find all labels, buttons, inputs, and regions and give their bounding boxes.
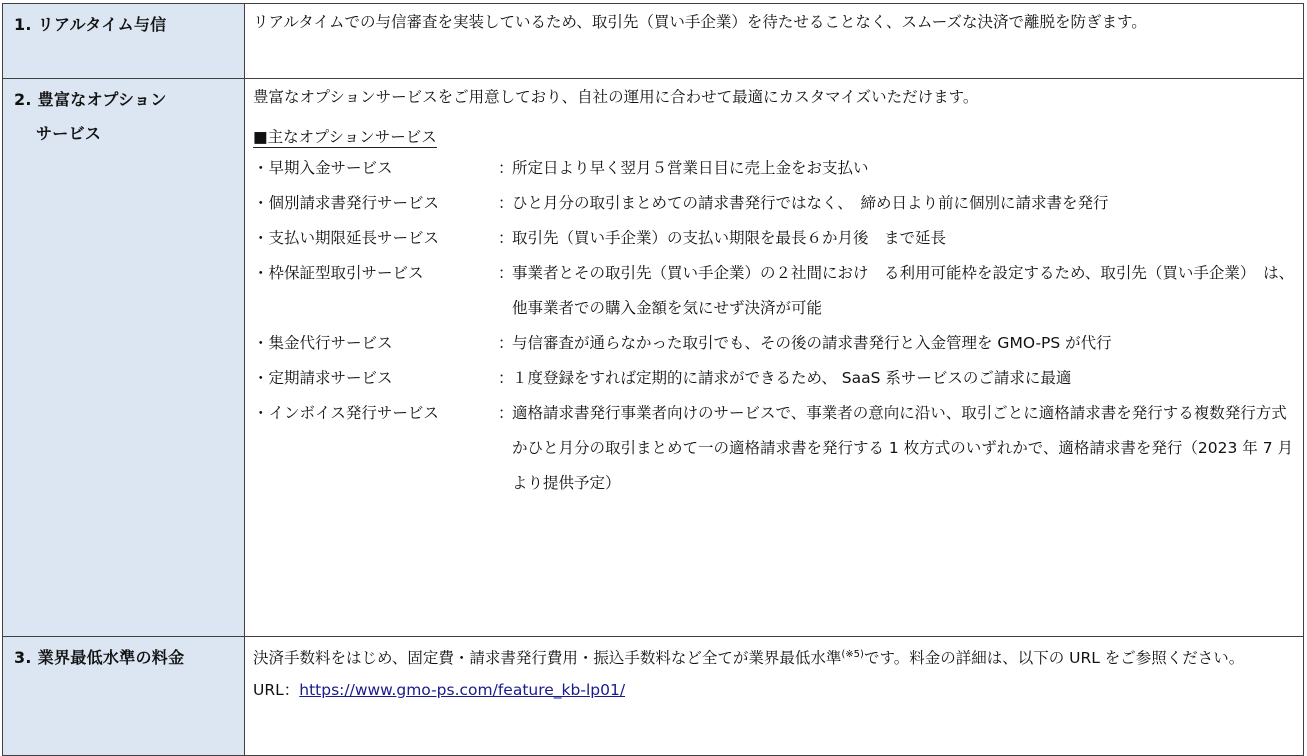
- option-name: ・早期入金サービス: [253, 159, 393, 177]
- option-colon: ：: [498, 194, 514, 212]
- option-name: ・定期請求サービス: [253, 369, 393, 387]
- options-list: [253, 151, 1297, 501]
- features-table: [2, 3, 1304, 756]
- option-colon: ：: [498, 334, 514, 352]
- row-body-realtime-credit: リアルタイムでの与信審査を実装しているため、取引先（買い手企業）を待たせることなく、スムーズな決済で離脱を防ぎます。: [245, 4, 1304, 79]
- pricing-url-link[interactable]: https://www.gmo-ps.com/feature_kb-lp01/: [299, 681, 626, 699]
- option-item: [253, 256, 1297, 326]
- option-description: 取引先（買い手企業）の支払い期限を最長６か月後 まで延長: [512, 229, 947, 247]
- options-intro: 豊富なオプションサービスをご用意しており、自社の運用に合わせて最適にカスタマイズいただけます。: [253, 88, 979, 106]
- option-item: [253, 151, 1297, 186]
- option-name: ・支払い期限延長サービス: [253, 229, 440, 247]
- row-header-pricing: 3. 業界最低水準の料金: [3, 637, 245, 756]
- option-name: ・インボイス発行サービス: [253, 404, 439, 422]
- table-row: [3, 79, 1304, 637]
- row-header-options: [3, 79, 245, 637]
- row-header-realtime-credit: 1. リアルタイム与信: [3, 4, 245, 79]
- row-header-options-line1: 2. 豊富なオプション: [14, 90, 167, 109]
- option-name: ・枠保証型取引サービス: [253, 264, 424, 282]
- row-header-options-line2: サービス: [36, 124, 102, 143]
- option-item: [253, 361, 1297, 396]
- option-item: [253, 396, 1297, 501]
- option-description: ひと月分の取引まとめての請求書発行ではなく、 締め日より前に個別に請求書を発行: [512, 194, 1109, 212]
- pricing-text: [253, 639, 1297, 674]
- option-name: ・個別請求書発行サービス: [253, 194, 440, 212]
- option-description: １度登録をすれば定期的に請求ができるため、 SaaS 系サービスのご請求に最適: [512, 369, 1072, 387]
- option-colon: ：: [498, 264, 514, 282]
- footnote-ref: (※5): [841, 649, 864, 660]
- url-line: [253, 674, 1297, 706]
- option-colon: ：: [498, 369, 514, 387]
- option-colon: ：: [498, 404, 514, 422]
- option-item: [253, 221, 1297, 256]
- pricing-text-before: 決済手数料をはじめ、固定費・請求書発行費用・振込手数料など全てが業界最低水準: [253, 649, 842, 667]
- option-item: [253, 326, 1297, 361]
- option-item: [253, 186, 1297, 221]
- table-row: [3, 4, 1304, 79]
- row-body-pricing: [245, 637, 1304, 756]
- option-name: ・集金代行サービス: [253, 334, 393, 352]
- options-list-title-wrap: [253, 123, 1297, 151]
- row-body-options: [245, 79, 1304, 637]
- option-colon: ：: [498, 159, 514, 177]
- pricing-text-after: です。料金の詳細は、以下の URL をご参照ください。: [863, 649, 1245, 667]
- url-label: URL：: [253, 681, 300, 699]
- option-description: 事業者とその取引先（買い手企業）の２社間におけ る利用可能枠を設定するため、取引先（買い手企業） は、他事業者での購入金額を気にせず決済が可能: [512, 264, 1295, 317]
- option-colon: ：: [498, 229, 514, 247]
- option-description: 適格請求書発行事業者向けのサービスで、事業者の意向に沿い、取引ごとに適格請求書を発行する複数発行方式かひと月分の取引まとめて一の適格請求書を発行する 1 枚方式のいずれかで、適格請求書を発行（2023 年 7 月より提供予定）: [512, 404, 1293, 492]
- option-description: 与信審査が通らなかった取引でも、その後の請求書発行と入金管理を GMO-PS が代行: [512, 334, 1112, 352]
- options-list-title: ■主なオプションサービス: [253, 128, 437, 146]
- option-description: 所定日より早く翌月５営業日目に売上金をお支払い: [512, 159, 869, 177]
- table-row: [3, 637, 1304, 756]
